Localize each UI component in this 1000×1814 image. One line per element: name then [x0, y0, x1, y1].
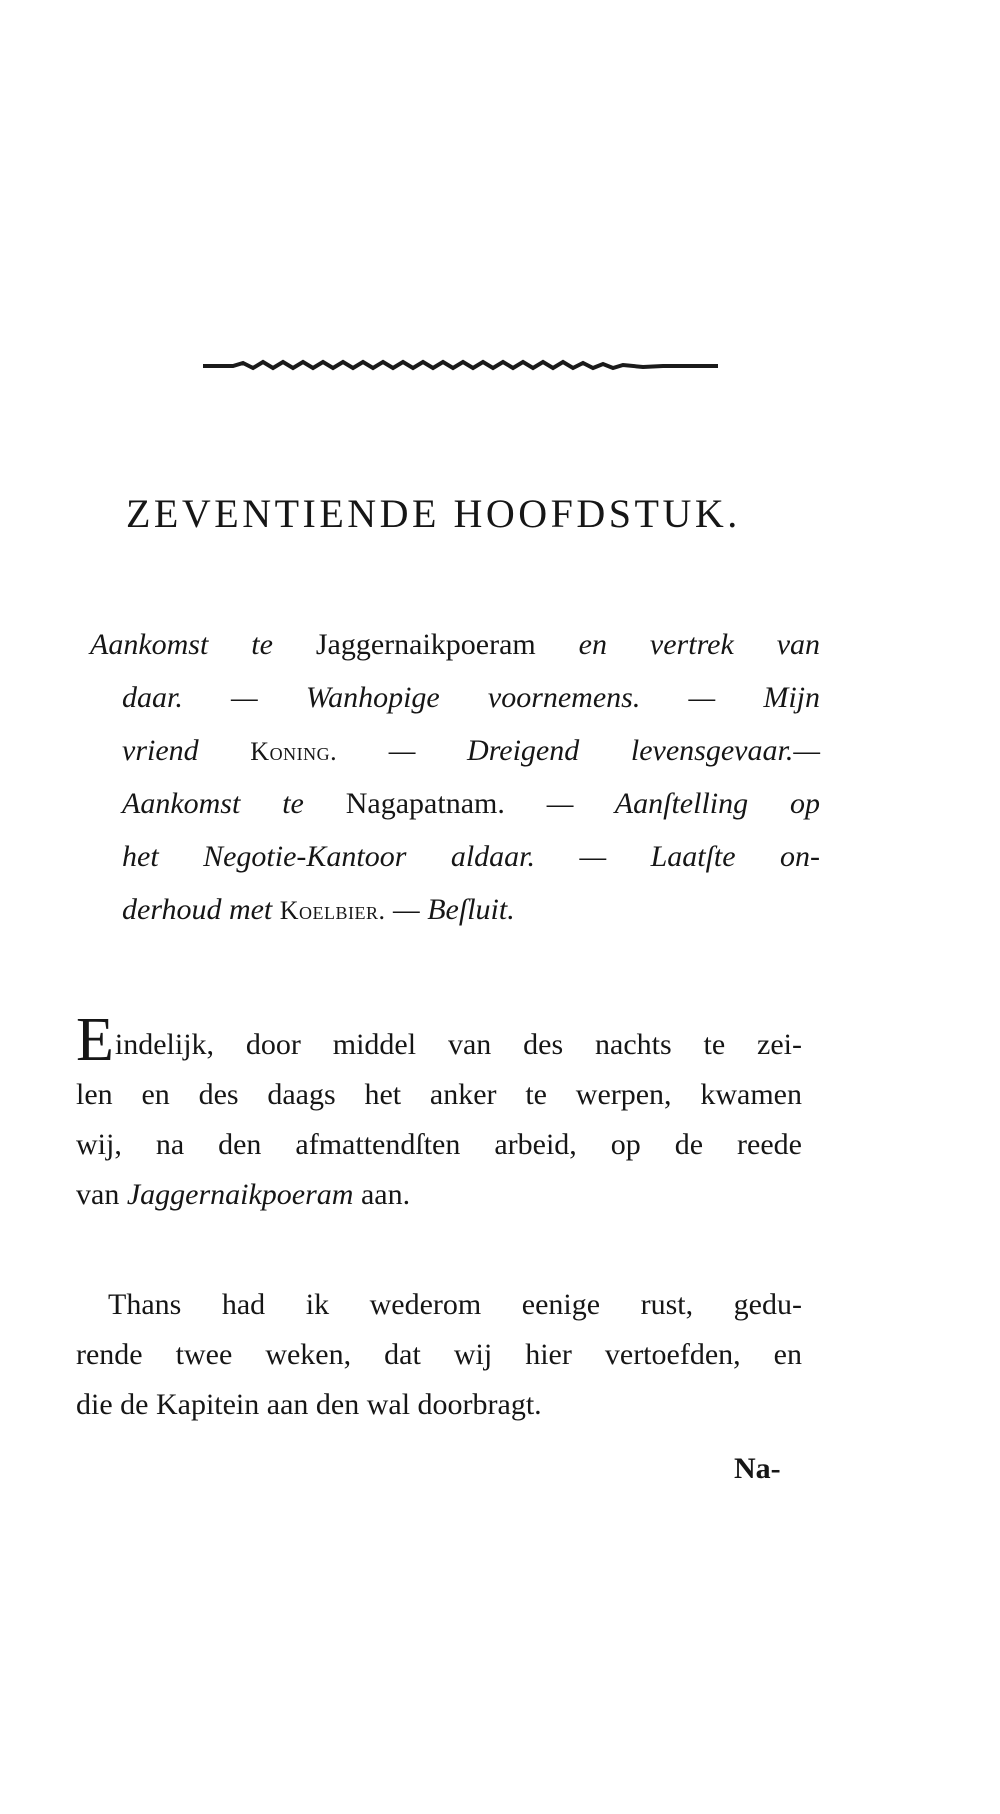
- body-paragraph-1: [76, 1006, 802, 1220]
- chapter-title: ZEVENTIENDE HOOFDSTUK.: [126, 491, 741, 536]
- chapter-summary: [90, 618, 820, 936]
- drop-cap: E: [76, 1006, 114, 1074]
- summary-line-2: daar. — Wanhopige voornemens. — Mijn: [122, 681, 820, 714]
- summary-line-6: derhoud met Koelbier. — Beſluit.: [122, 893, 515, 926]
- summary-line-3: vriend Koning. — Dreigend levensgevaar.—: [122, 734, 821, 767]
- catchword: Na-: [734, 1452, 781, 1485]
- paragraph-line: wij, na den afmattendſten arbeid, op de reede: [76, 1128, 802, 1161]
- paragraph-line: rende twee weken, dat wij hier vertoefden, en: [76, 1338, 802, 1371]
- paragraph-line: Thans had ik wederom eenige rust, gedu-: [108, 1288, 802, 1321]
- body-paragraph-2: [76, 1280, 802, 1430]
- paragraph-line: van Jaggernaikpoeram aan.: [76, 1178, 411, 1211]
- paragraph-line: die de Kapitein aan den wal doorbragt.: [76, 1388, 542, 1421]
- paragraph-line: Eindelijk, door middel van des nachts te zei-: [76, 1006, 802, 1074]
- summary-line-4: Aankomst te Nagapatnam. — Aanſtelling op: [122, 787, 821, 820]
- paragraph-line: len en des daags het anker te werpen, kwamen: [76, 1078, 802, 1111]
- summary-line-5: het Negotie-Kantoor aldaar. — Laatſte on-: [122, 840, 820, 873]
- decorative-rule: [203, 358, 718, 374]
- summary-line-1: Aankomst te Jaggernaikpoeram en vertrek van: [90, 628, 821, 661]
